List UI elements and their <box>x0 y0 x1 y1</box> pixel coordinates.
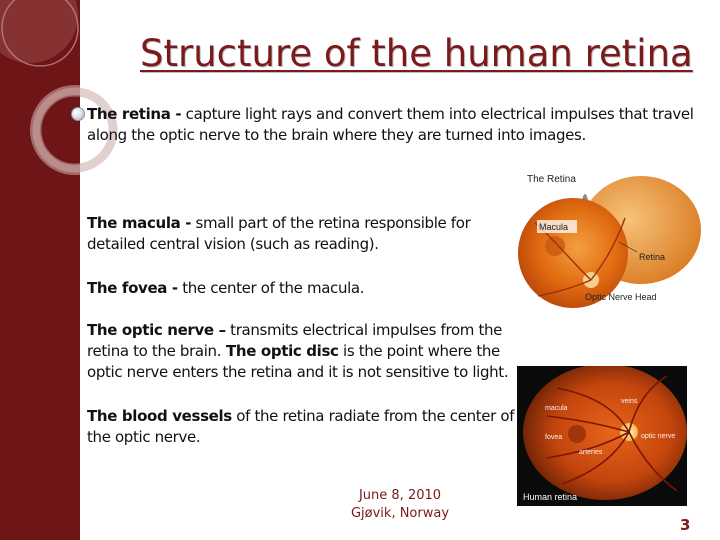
slide-title: Structure of the human retina <box>140 32 693 75</box>
fundus-caption: Human retina <box>523 492 578 502</box>
optic-nerve-head-label: Optic Nerve Head <box>585 292 657 302</box>
fundus-veins-label: veins <box>621 398 638 405</box>
paragraph-retina <box>87 104 712 146</box>
eye-diagram-title: The Retina <box>527 174 576 185</box>
fundus-fovea-label: fovea <box>545 434 563 441</box>
term-blood-vessels: The blood vessels <box>87 407 232 425</box>
footer-date: June 8, 2010 <box>358 488 442 503</box>
paragraph-blood-vessels <box>87 406 519 448</box>
term-optic-nerve: The optic nerve – <box>87 321 226 339</box>
text-optic-disc: is the point where the optic nerve enters the retina and it is not sensitive to light. <box>87 342 509 381</box>
bullet-icon <box>71 107 85 121</box>
page-number: 3 <box>680 516 691 534</box>
fundus-macula-spot <box>568 425 586 443</box>
footer-place: Gjøvik, Norway <box>350 506 450 521</box>
text-optic-nerve: transmits electrical impulses from the retina to the brain. <box>87 321 503 360</box>
paragraph-fovea <box>87 278 517 299</box>
term-fovea: The fovea - <box>87 279 178 297</box>
term-optic-disc: The optic disc <box>221 342 339 360</box>
fundus-photo-figure <box>517 366 687 506</box>
term-retina: The retina - <box>87 105 182 123</box>
retina-label: Retina <box>639 252 666 262</box>
eye-diagram-figure <box>513 168 713 308</box>
macula-label: Macula <box>539 222 569 232</box>
text-macula: small part of the retina responsible for detailed central vision (such as reading). <box>87 214 471 253</box>
paragraph-macula <box>87 213 517 255</box>
text-retina: capture light rays and convert them into electrical impulses that travel along the optic nerve to the brain where they are turned into images. <box>87 105 694 144</box>
text-blood-vessels: of the retina radiate from the center of the optic nerve. <box>87 407 515 446</box>
paragraph-optic-nerve <box>87 320 519 383</box>
text-fovea: the center of the macula. <box>177 279 365 297</box>
term-macula: The macula - <box>87 214 192 232</box>
fundus-arteries-label: arteries <box>579 449 603 456</box>
macula-spot <box>545 236 565 256</box>
fundus-optic-nerve-label: optic nerve <box>641 433 676 440</box>
fundus-macula-label: macula <box>545 405 568 412</box>
footer-date-place <box>335 487 465 523</box>
